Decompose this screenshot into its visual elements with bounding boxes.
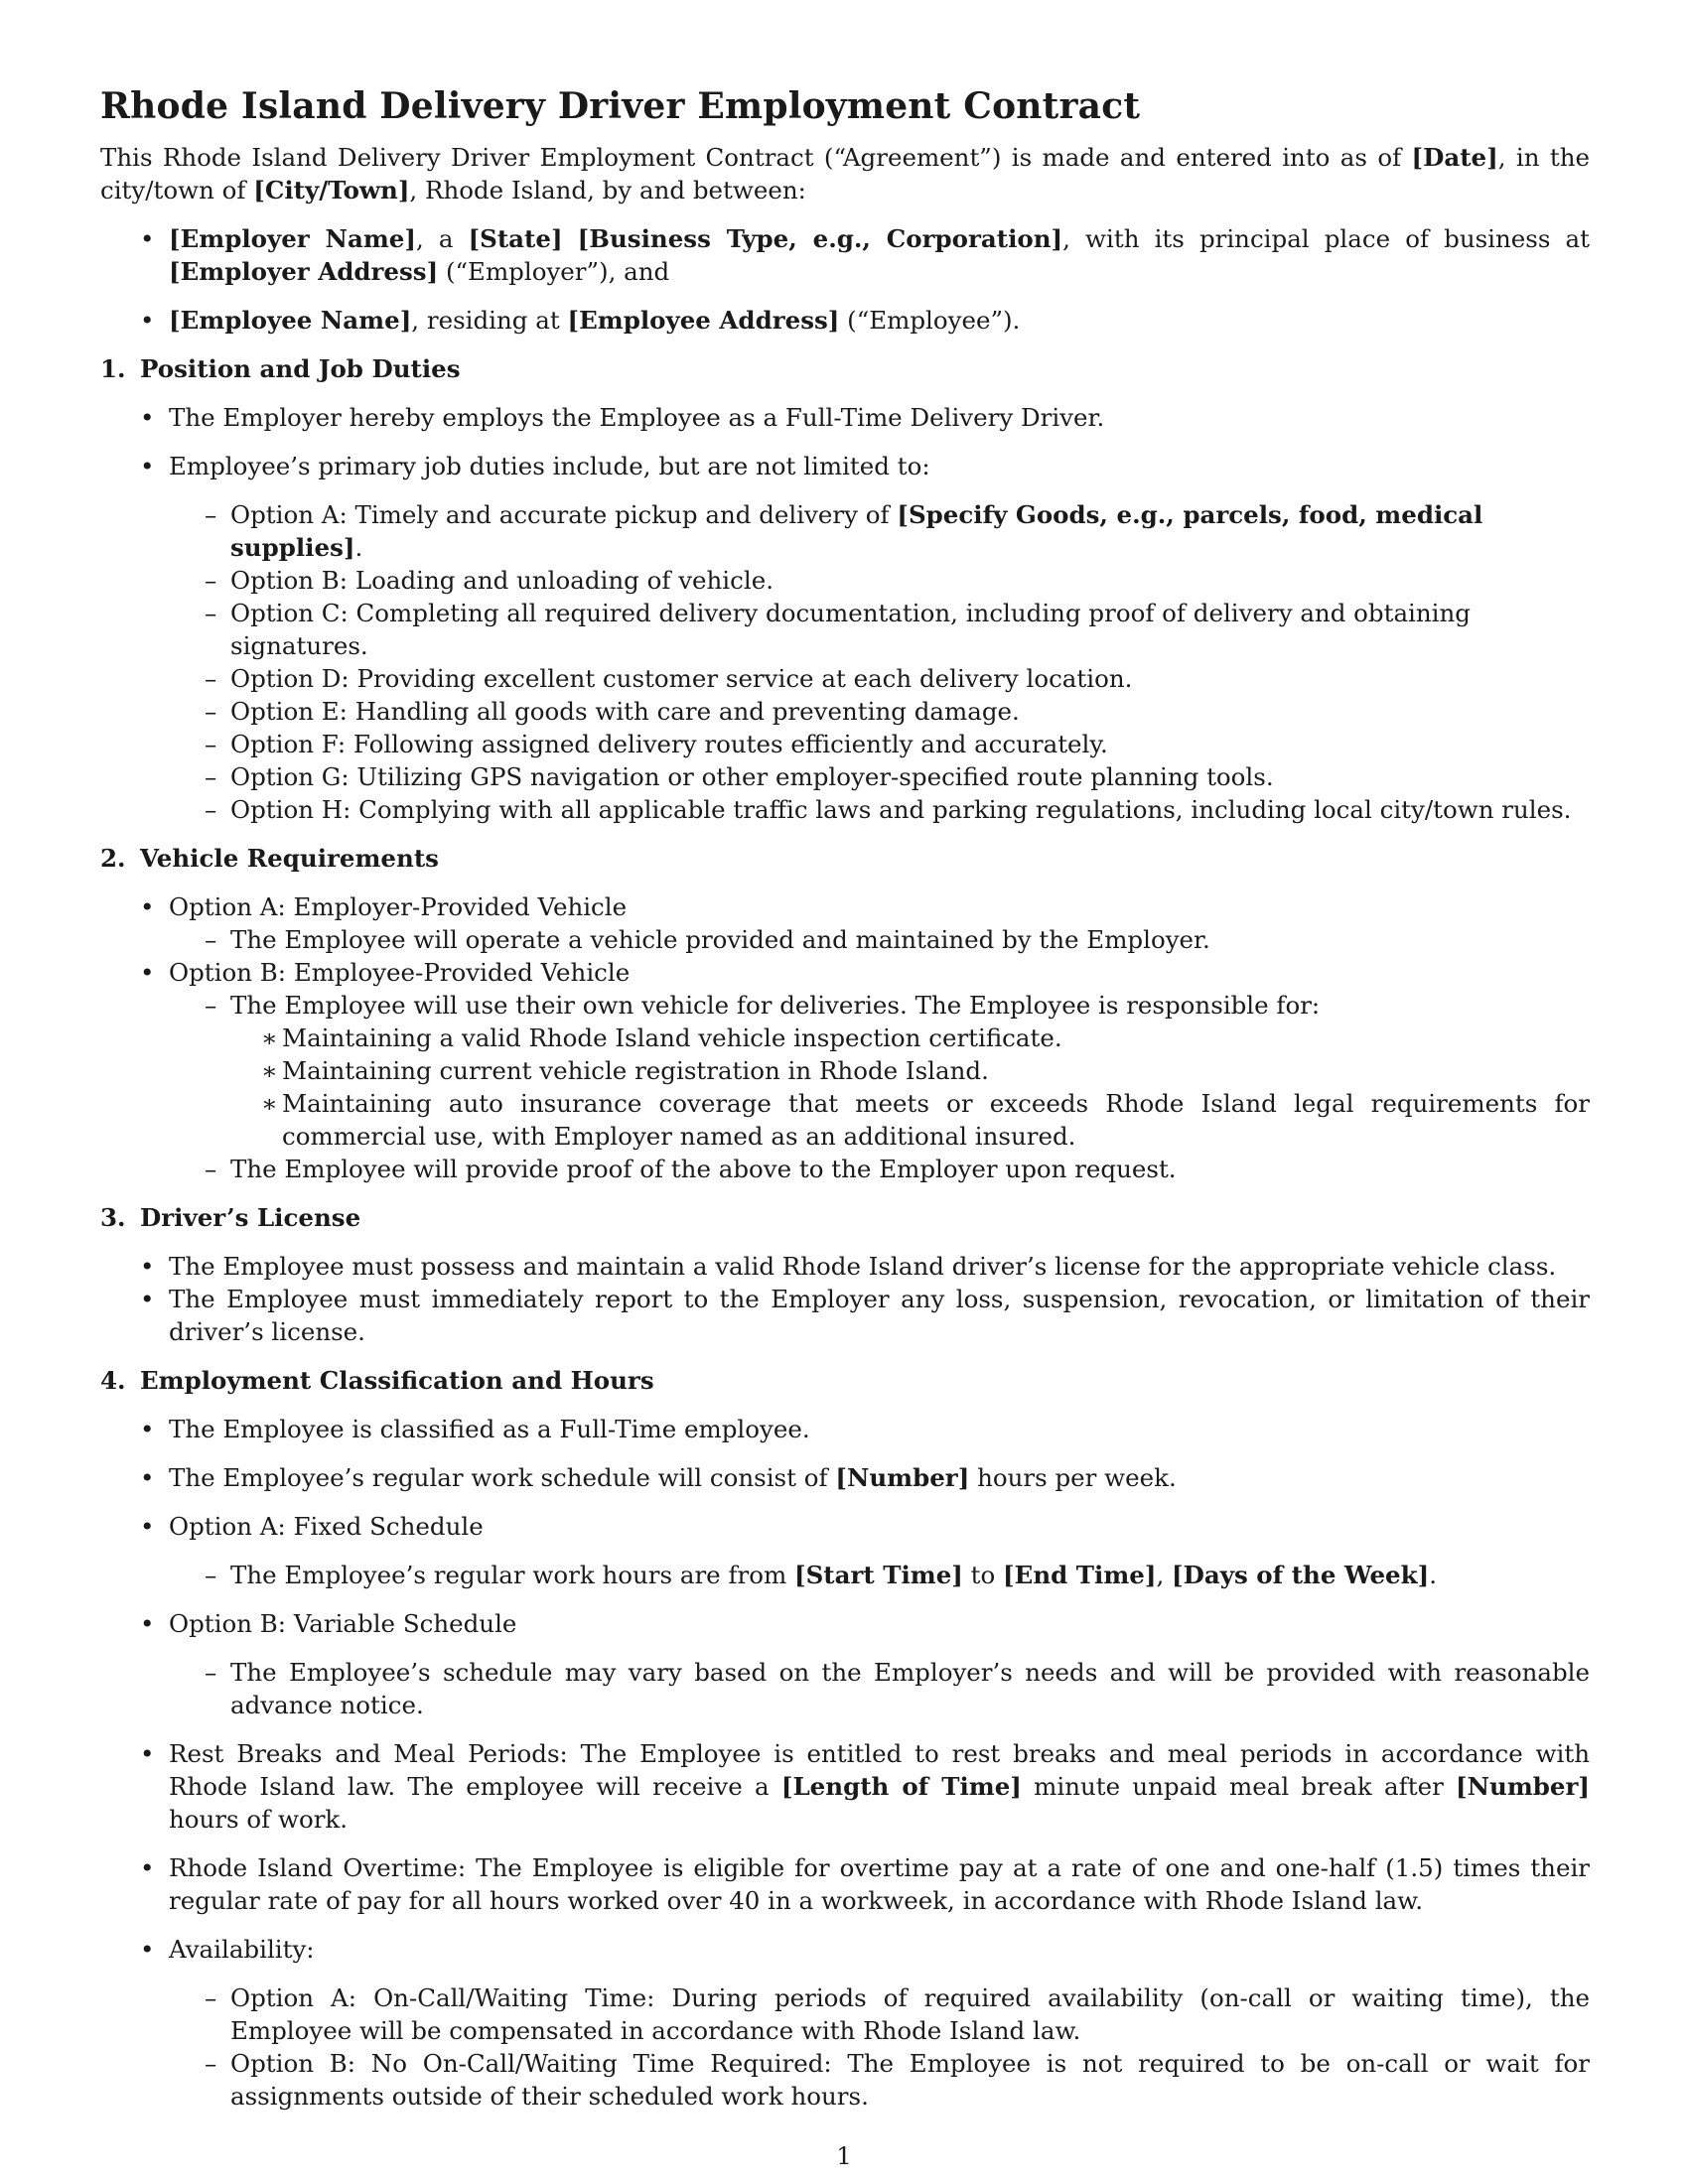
- dash-marker: –: [205, 599, 217, 627]
- list-item-text: The Employee’s regular work schedule will consist of: [169, 1463, 836, 1492]
- list-item: [100, 1250, 1590, 1283]
- requirement-item: [230, 1022, 1590, 1054]
- bullet-marker: •: [140, 1252, 155, 1281]
- dash-marker: –: [205, 1155, 217, 1183]
- section-classification-hours: [100, 1364, 1590, 2113]
- sub-list: [169, 1656, 1590, 1721]
- sub-list: [169, 989, 1590, 1185]
- sub-item: [169, 1153, 1590, 1185]
- page-title: Rhode Island Delivery Driver Employment Contract: [100, 85, 1141, 127]
- dash-marker: –: [205, 500, 217, 529]
- break-hours-placeholder: [Number]: [1456, 1772, 1590, 1801]
- section-drivers-license: [100, 1201, 1590, 1348]
- party-text: [563, 224, 578, 253]
- section-list: [100, 401, 1590, 826]
- sub-item: [169, 923, 1590, 956]
- duty-option: [169, 695, 1590, 728]
- employee-address-placeholder: [Employee Address]: [567, 306, 840, 335]
- start-time-placeholder: [Start Time]: [794, 1561, 963, 1589]
- list-item-text: Option B: Variable Schedule: [169, 1609, 517, 1638]
- star-marker: ∗: [261, 1056, 278, 1085]
- duty-text: Option H: Complying with all applicable traffic laws and parking regulations, including local city/town rules.: [230, 795, 1572, 824]
- bullet-marker: •: [140, 1853, 155, 1882]
- section-list: [100, 1250, 1590, 1348]
- bullet-marker: •: [140, 1415, 155, 1443]
- dash-marker: –: [205, 2049, 217, 2078]
- section-heading: [100, 352, 1590, 385]
- sub-list: [169, 923, 1590, 956]
- dash-marker: –: [205, 1658, 217, 1687]
- page-number: 1: [836, 2141, 852, 2170]
- dash-marker: –: [205, 1561, 217, 1589]
- employer-address-placeholder: [Employer Address]: [169, 257, 439, 286]
- requirement-item: [230, 1087, 1590, 1153]
- break-length-placeholder: [Length of Time]: [780, 1772, 1022, 1801]
- duty-text: Option A: Timely and accurate pickup and delivery of: [230, 500, 898, 529]
- duty-option: [169, 498, 1590, 564]
- duty-option: [169, 662, 1590, 695]
- city-placeholder: [City/Town]: [253, 176, 410, 205]
- sub-item: [169, 1559, 1590, 1591]
- section-title: Vehicle Requirements: [140, 844, 439, 873]
- intro-text: , Rhode Island, by and between:: [409, 176, 806, 205]
- sub-item-text: Option B: No On-Call/Waiting Time Required: The Employee is not required to be on-call or wait for assignments outside of their scheduled work hours.: [230, 2049, 1590, 2111]
- list-item-text: Employee’s primary job duties include, but are not limited to:: [169, 452, 930, 480]
- sub-item: [169, 989, 1590, 1153]
- sub-item-text: The Employee will use their own vehicle for deliveries. The Employee is responsible for:: [230, 991, 1321, 1020]
- list-item: [100, 1461, 1590, 1494]
- star-marker: ∗: [261, 1089, 278, 1118]
- intro-text: , in the city/town of: [100, 143, 1591, 205]
- list-item: [100, 1283, 1590, 1348]
- bullet-marker: •: [140, 958, 155, 987]
- duties-list: [169, 498, 1590, 826]
- list-item-text: Rhode Island Overtime: The Employee is eligible for overtime pay at a rate of one and one-half (1.5) times their regular rate of pay for all hours worked over 40 in a workweek, in accordance with Rhode Island law.: [169, 1853, 1590, 1915]
- end-time-placeholder: [End Time]: [1003, 1561, 1157, 1589]
- dash-marker: –: [205, 762, 217, 791]
- goods-placeholder: [Specify Goods, e.g., parcels, food, medical supplies]: [230, 500, 1483, 562]
- bullet-marker: •: [140, 306, 155, 335]
- duty-text: Option G: Utilizing GPS navigation or other employer-specified route planning tools.: [230, 762, 1274, 791]
- duty-option: [169, 728, 1590, 760]
- requirement-text: Maintaining a valid Rhode Island vehicle inspection certificate.: [282, 1024, 1062, 1052]
- list-item-text: Availability:: [169, 1935, 315, 1964]
- bullet-marker: •: [140, 1609, 155, 1638]
- sub-list: [169, 1981, 1590, 2113]
- days-placeholder: [Days of the Week]: [1172, 1561, 1430, 1589]
- sub-item: [169, 1981, 1590, 2047]
- section-number: 3.: [100, 1203, 126, 1232]
- list-item: [100, 1933, 1590, 2113]
- duty-option: [169, 793, 1590, 826]
- sub-item-text: ,: [1156, 1561, 1173, 1589]
- bullet-marker: •: [140, 892, 155, 921]
- sub-item-text: .: [1429, 1561, 1438, 1589]
- duty-text: .: [354, 533, 363, 562]
- duty-option: [169, 760, 1590, 793]
- bullet-marker: •: [140, 1285, 155, 1313]
- sub-item-text: The Employee will provide proof of the above to the Employer upon request.: [230, 1155, 1177, 1183]
- party-text: (“Employee”).: [839, 306, 1021, 335]
- section-number: 1.: [100, 354, 126, 383]
- party-text: , with its principal place of business at: [1062, 224, 1590, 253]
- list-item-text: Option A: Employer-Provided Vehicle: [169, 892, 628, 921]
- dash-marker: –: [205, 991, 217, 1020]
- date-placeholder: [Date]: [1411, 143, 1498, 172]
- list-item-text: The Employee must possess and maintain a valid Rhode Island driver’s license for the appropriate vehicle class.: [169, 1252, 1557, 1281]
- bullet-marker: •: [140, 452, 155, 480]
- requirement-text: Maintaining auto insurance coverage that meets or exceeds Rhode Island legal requirements for commercial use, with Employer named as an additional insured.: [282, 1089, 1590, 1151]
- bullet-marker: •: [140, 1512, 155, 1541]
- party-text: , a: [415, 224, 469, 253]
- list-item-text: Option B: Employee-Provided Vehicle: [169, 958, 631, 987]
- section-position-duties: [100, 352, 1590, 826]
- sub-item-text: Option A: On-Call/Waiting Time: During periods of required availability (on-call or waiting time), the Employee will be compensated in accordance with Rhode Island law.: [230, 1983, 1590, 2045]
- section-title: Driver’s License: [140, 1203, 361, 1232]
- section-number: 4.: [100, 1366, 126, 1395]
- list-item: [100, 1851, 1590, 1917]
- list-item: [100, 1737, 1590, 1836]
- requirement-item: [230, 1054, 1590, 1087]
- employee-name-placeholder: [Employee Name]: [169, 306, 412, 335]
- party-text: , residing at: [411, 306, 568, 335]
- duty-option: [169, 564, 1590, 597]
- duty-option: [169, 597, 1590, 662]
- list-item-text: The Employee is classified as a Full-Time employee.: [169, 1415, 810, 1443]
- dash-marker: –: [205, 697, 217, 726]
- party-text: (“Employer”), and: [438, 257, 670, 286]
- duty-text: Option C: Completing all required delivery documentation, including proof of delivery and obtaining signatures.: [230, 599, 1471, 660]
- list-item-text: Option A: Fixed Schedule: [169, 1512, 484, 1541]
- dash-marker: –: [205, 730, 217, 758]
- list-item: [100, 1413, 1590, 1445]
- list-item-text: hours per week.: [969, 1463, 1177, 1492]
- bullet-marker: •: [140, 403, 155, 432]
- bullet-marker: •: [140, 1935, 155, 1964]
- star-marker: ∗: [261, 1024, 278, 1052]
- section-title: Employment Classification and Hours: [140, 1366, 654, 1395]
- list-item-text: minute unpaid meal break after: [1021, 1772, 1457, 1801]
- list-item-text: hours of work.: [169, 1805, 349, 1834]
- employer-name-placeholder: [Employer Name]: [169, 224, 416, 253]
- party-employee: [100, 304, 1590, 337]
- state-placeholder: [State]: [468, 224, 563, 253]
- list-item: [100, 1607, 1590, 1721]
- list-item: [100, 401, 1590, 434]
- duty-text: Option E: Handling all goods with care and preventing damage.: [230, 697, 1020, 726]
- duty-text: Option F: Following assigned delivery routes efficiently and accurately.: [230, 730, 1108, 758]
- business-type-placeholder: [Business Type, e.g., Corporation]: [577, 224, 1063, 253]
- section-number: 2.: [100, 844, 126, 873]
- hours-placeholder: [Number]: [835, 1463, 970, 1492]
- section-heading: [100, 1364, 1590, 1397]
- list-item-text: The Employee must immediately report to the Employer any loss, suspension, revocation, or limitation of their driver’s license.: [169, 1285, 1590, 1346]
- bullet-marker: •: [140, 224, 155, 253]
- section-heading: [100, 842, 1590, 875]
- dash-marker: –: [205, 795, 217, 824]
- sub-list: [169, 1559, 1590, 1591]
- section-title: Position and Job Duties: [140, 354, 461, 383]
- sub-item-text: The Employee’s schedule may vary based on the Employer’s needs and will be provided with reasonable advance notice.: [230, 1658, 1590, 1719]
- sub-item: [169, 2047, 1590, 2113]
- section-vehicle-requirements: [100, 842, 1590, 1185]
- requirements-list: [230, 1022, 1590, 1153]
- sub-item-text: The Employee will operate a vehicle provided and maintained by the Employer.: [230, 925, 1210, 954]
- list-item-text: Rest Breaks and Meal Periods: The Employee is entitled to rest breaks and meal periods in accordance with Rhode Island law. The employee will receive a: [169, 1739, 1590, 1801]
- list-item: [100, 450, 1590, 826]
- list-item: [100, 956, 1590, 1185]
- list-item: [100, 1510, 1590, 1591]
- bullet-marker: •: [140, 1739, 155, 1768]
- dash-marker: –: [205, 664, 217, 693]
- section-list: [100, 1413, 1590, 2113]
- list-item-text: The Employer hereby employs the Employee as a Full-Time Delivery Driver.: [169, 403, 1105, 432]
- requirement-text: Maintaining current vehicle registration in Rhode Island.: [282, 1056, 989, 1085]
- list-item: [100, 890, 1590, 956]
- dash-marker: –: [205, 566, 217, 595]
- duty-text: Option B: Loading and unloading of vehicle.: [230, 566, 774, 595]
- duty-text: Option D: Providing excellent customer service at each delivery location.: [230, 664, 1133, 693]
- document-body: [100, 83, 1590, 2113]
- section-heading: [100, 1201, 1590, 1234]
- party-employer: [100, 222, 1590, 288]
- intro-text: This Rhode Island Delivery Driver Employment Contract (“Agreement”) is made and entered into as of: [100, 143, 1412, 172]
- parties-list: [100, 222, 1590, 337]
- section-list: [100, 890, 1590, 1185]
- bullet-marker: •: [140, 1463, 155, 1492]
- dash-marker: –: [205, 925, 217, 954]
- sub-item-text: The Employee’s regular work hours are from: [230, 1561, 794, 1589]
- sub-item-text: to: [962, 1561, 1004, 1589]
- intro-paragraph: [100, 141, 1590, 206]
- dash-marker: –: [205, 1983, 217, 2012]
- sub-item: [169, 1656, 1590, 1721]
